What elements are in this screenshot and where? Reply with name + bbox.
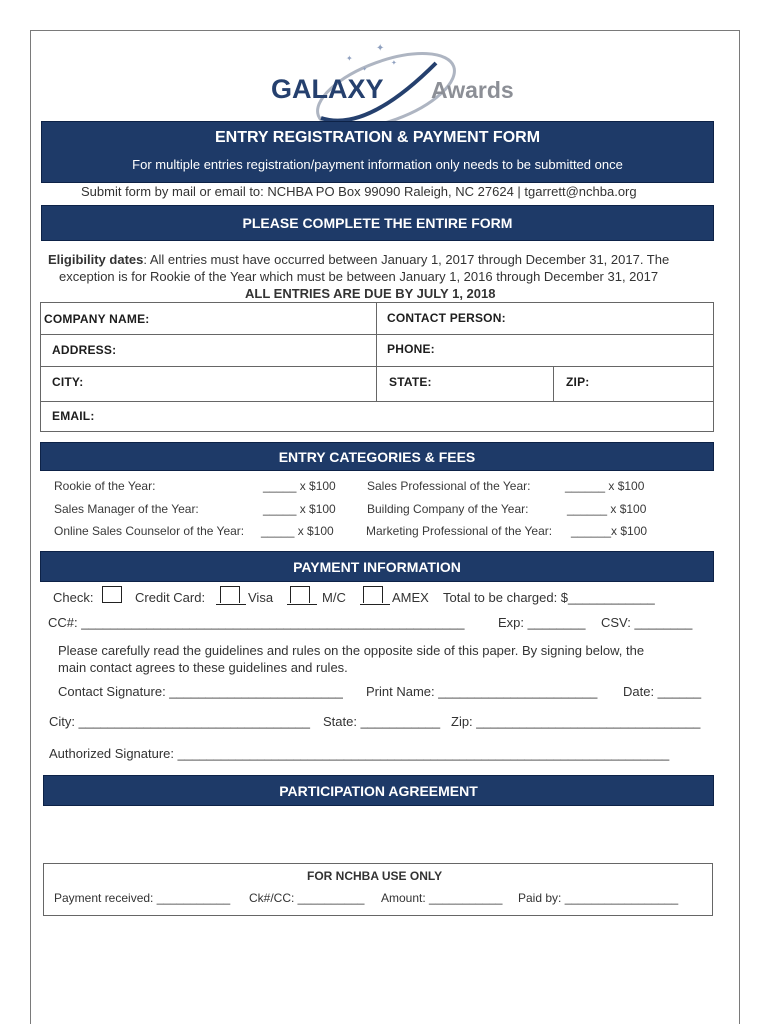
svg-text:✦: ✦ bbox=[346, 54, 353, 63]
ck-cc-field[interactable]: Ck#/CC: __________ bbox=[249, 891, 365, 905]
authorized-signature-field[interactable]: Authorized Signature: ____________________________________________________________________ bbox=[49, 746, 670, 761]
paid-by-field[interactable]: Paid by: _________________ bbox=[518, 891, 679, 905]
form-subtitle: For multiple entries registration/payment information only needs to be submitted once bbox=[132, 157, 623, 172]
agreement-notice-line-1: Please carefully read the guidelines and rules on the opposite side of this paper. By signing below, the bbox=[58, 643, 645, 658]
eligibility-line-2: exception is for Rookie of the Year which must be between January 1, 2016 through December 31, 2017 bbox=[59, 269, 659, 284]
cc-number-field[interactable]: CC#: _____________________________________________________ bbox=[48, 615, 465, 630]
address-label: ADDRESS: bbox=[52, 343, 117, 357]
svg-text:✦: ✦ bbox=[362, 67, 368, 73]
participation-agreement-banner: PARTICIPATION AGREEMENT bbox=[43, 775, 714, 806]
eligibility-text: : All entries must have occurred between January 1, 2017 through December 31, 2017. The bbox=[143, 252, 670, 267]
visa-checkbox[interactable] bbox=[220, 586, 240, 603]
exp-field[interactable]: Exp: ________ bbox=[498, 615, 586, 630]
svg-text:✦: ✦ bbox=[391, 60, 397, 67]
fee-label-marketing: Marketing Professional of the Year: bbox=[366, 524, 553, 538]
check-checkbox[interactable] bbox=[102, 586, 122, 603]
fee-count-building-company[interactable]: ______ x $100 bbox=[567, 502, 647, 516]
form-title: ENTRY REGISTRATION & PAYMENT FORM bbox=[214, 129, 541, 146]
company-name-label: COMPANY NAME: bbox=[44, 312, 150, 326]
amex-underline bbox=[360, 604, 390, 605]
phone-label: PHONE: bbox=[387, 342, 435, 356]
visa-label: Visa bbox=[248, 590, 274, 605]
fee-label-sales-professional: Sales Professional of the Year: bbox=[367, 479, 531, 493]
print-name-field[interactable]: Print Name: ______________________ bbox=[366, 684, 598, 699]
total-charged-field[interactable]: Total to be charged: $____________ bbox=[443, 590, 655, 605]
logo-galaxy-text: GALAXY bbox=[271, 74, 384, 104]
payment-state-field[interactable]: State: ___________ bbox=[323, 714, 441, 729]
check-label: Check: bbox=[53, 590, 94, 605]
eligibility-label: Eligibility dates bbox=[48, 252, 144, 267]
eligibility-line-1 bbox=[48, 252, 669, 267]
fee-label-online-sales: Online Sales Counselor of the Year: bbox=[54, 524, 245, 538]
csv-field[interactable]: CSV: ________ bbox=[601, 615, 693, 630]
fee-label-building-company: Building Company of the Year: bbox=[367, 502, 529, 516]
fee-count-marketing[interactable]: ______x $100 bbox=[571, 524, 648, 538]
fee-count-rookie[interactable]: _____ x $100 bbox=[263, 479, 336, 493]
fee-label-sales-manager: Sales Manager of the Year: bbox=[54, 502, 199, 516]
email-field[interactable] bbox=[40, 401, 714, 432]
contact-person-label: CONTACT PERSON: bbox=[387, 311, 506, 325]
office-use-title: FOR NCHBA USE ONLY bbox=[307, 869, 443, 883]
form-page bbox=[30, 30, 740, 1024]
state-label: STATE: bbox=[389, 375, 432, 389]
svg-text:✦: ✦ bbox=[376, 43, 385, 54]
date-field[interactable]: Date: ______ bbox=[623, 684, 702, 699]
fee-count-sales-professional[interactable]: ______ x $100 bbox=[565, 479, 645, 493]
payment-city-field[interactable]: City: ________________________________ bbox=[49, 714, 310, 729]
amount-field[interactable]: Amount: ___________ bbox=[381, 891, 503, 905]
categories-banner: ENTRY CATEGORIES & FEES bbox=[40, 442, 714, 471]
city-field[interactable] bbox=[40, 366, 377, 402]
email-label: EMAIL: bbox=[52, 409, 95, 423]
contact-signature-field[interactable]: Contact Signature: ________________________ bbox=[58, 684, 343, 699]
payment-banner: PAYMENT INFORMATION bbox=[40, 551, 714, 582]
credit-card-label: Credit Card: bbox=[135, 590, 206, 605]
fee-count-sales-manager[interactable]: _____ x $100 bbox=[263, 502, 336, 516]
due-date: ALL ENTRIES ARE DUE BY JULY 1, 2018 bbox=[245, 286, 496, 301]
fee-label-rookie: Rookie of the Year: bbox=[54, 479, 156, 493]
zip-label: ZIP: bbox=[566, 375, 590, 389]
agreement-notice-line-2: main contact agrees to these guidelines and rules. bbox=[58, 660, 348, 675]
payment-received-field[interactable]: Payment received: ___________ bbox=[54, 891, 231, 905]
mc-label: M/C bbox=[322, 590, 346, 605]
payment-zip-field[interactable]: Zip: _______________________________ bbox=[451, 714, 701, 729]
mc-checkbox[interactable] bbox=[290, 586, 310, 603]
city-label: CITY: bbox=[52, 375, 84, 389]
mc-underline bbox=[287, 604, 317, 605]
amex-label: AMEX bbox=[392, 590, 429, 605]
visa-underline bbox=[216, 604, 246, 605]
header-banner bbox=[41, 121, 714, 183]
submit-instructions: Submit form by mail or email to: NCHBA PO Box 99090 Raleigh, NC 27624 | tgarrett@nchba.org bbox=[81, 184, 637, 199]
logo-awards-text: Awards bbox=[431, 77, 514, 103]
complete-form-banner: PLEASE COMPLETE THE ENTIRE FORM bbox=[41, 205, 714, 241]
amex-checkbox[interactable] bbox=[363, 586, 383, 603]
fee-count-online-sales[interactable]: _____ x $100 bbox=[261, 524, 334, 538]
